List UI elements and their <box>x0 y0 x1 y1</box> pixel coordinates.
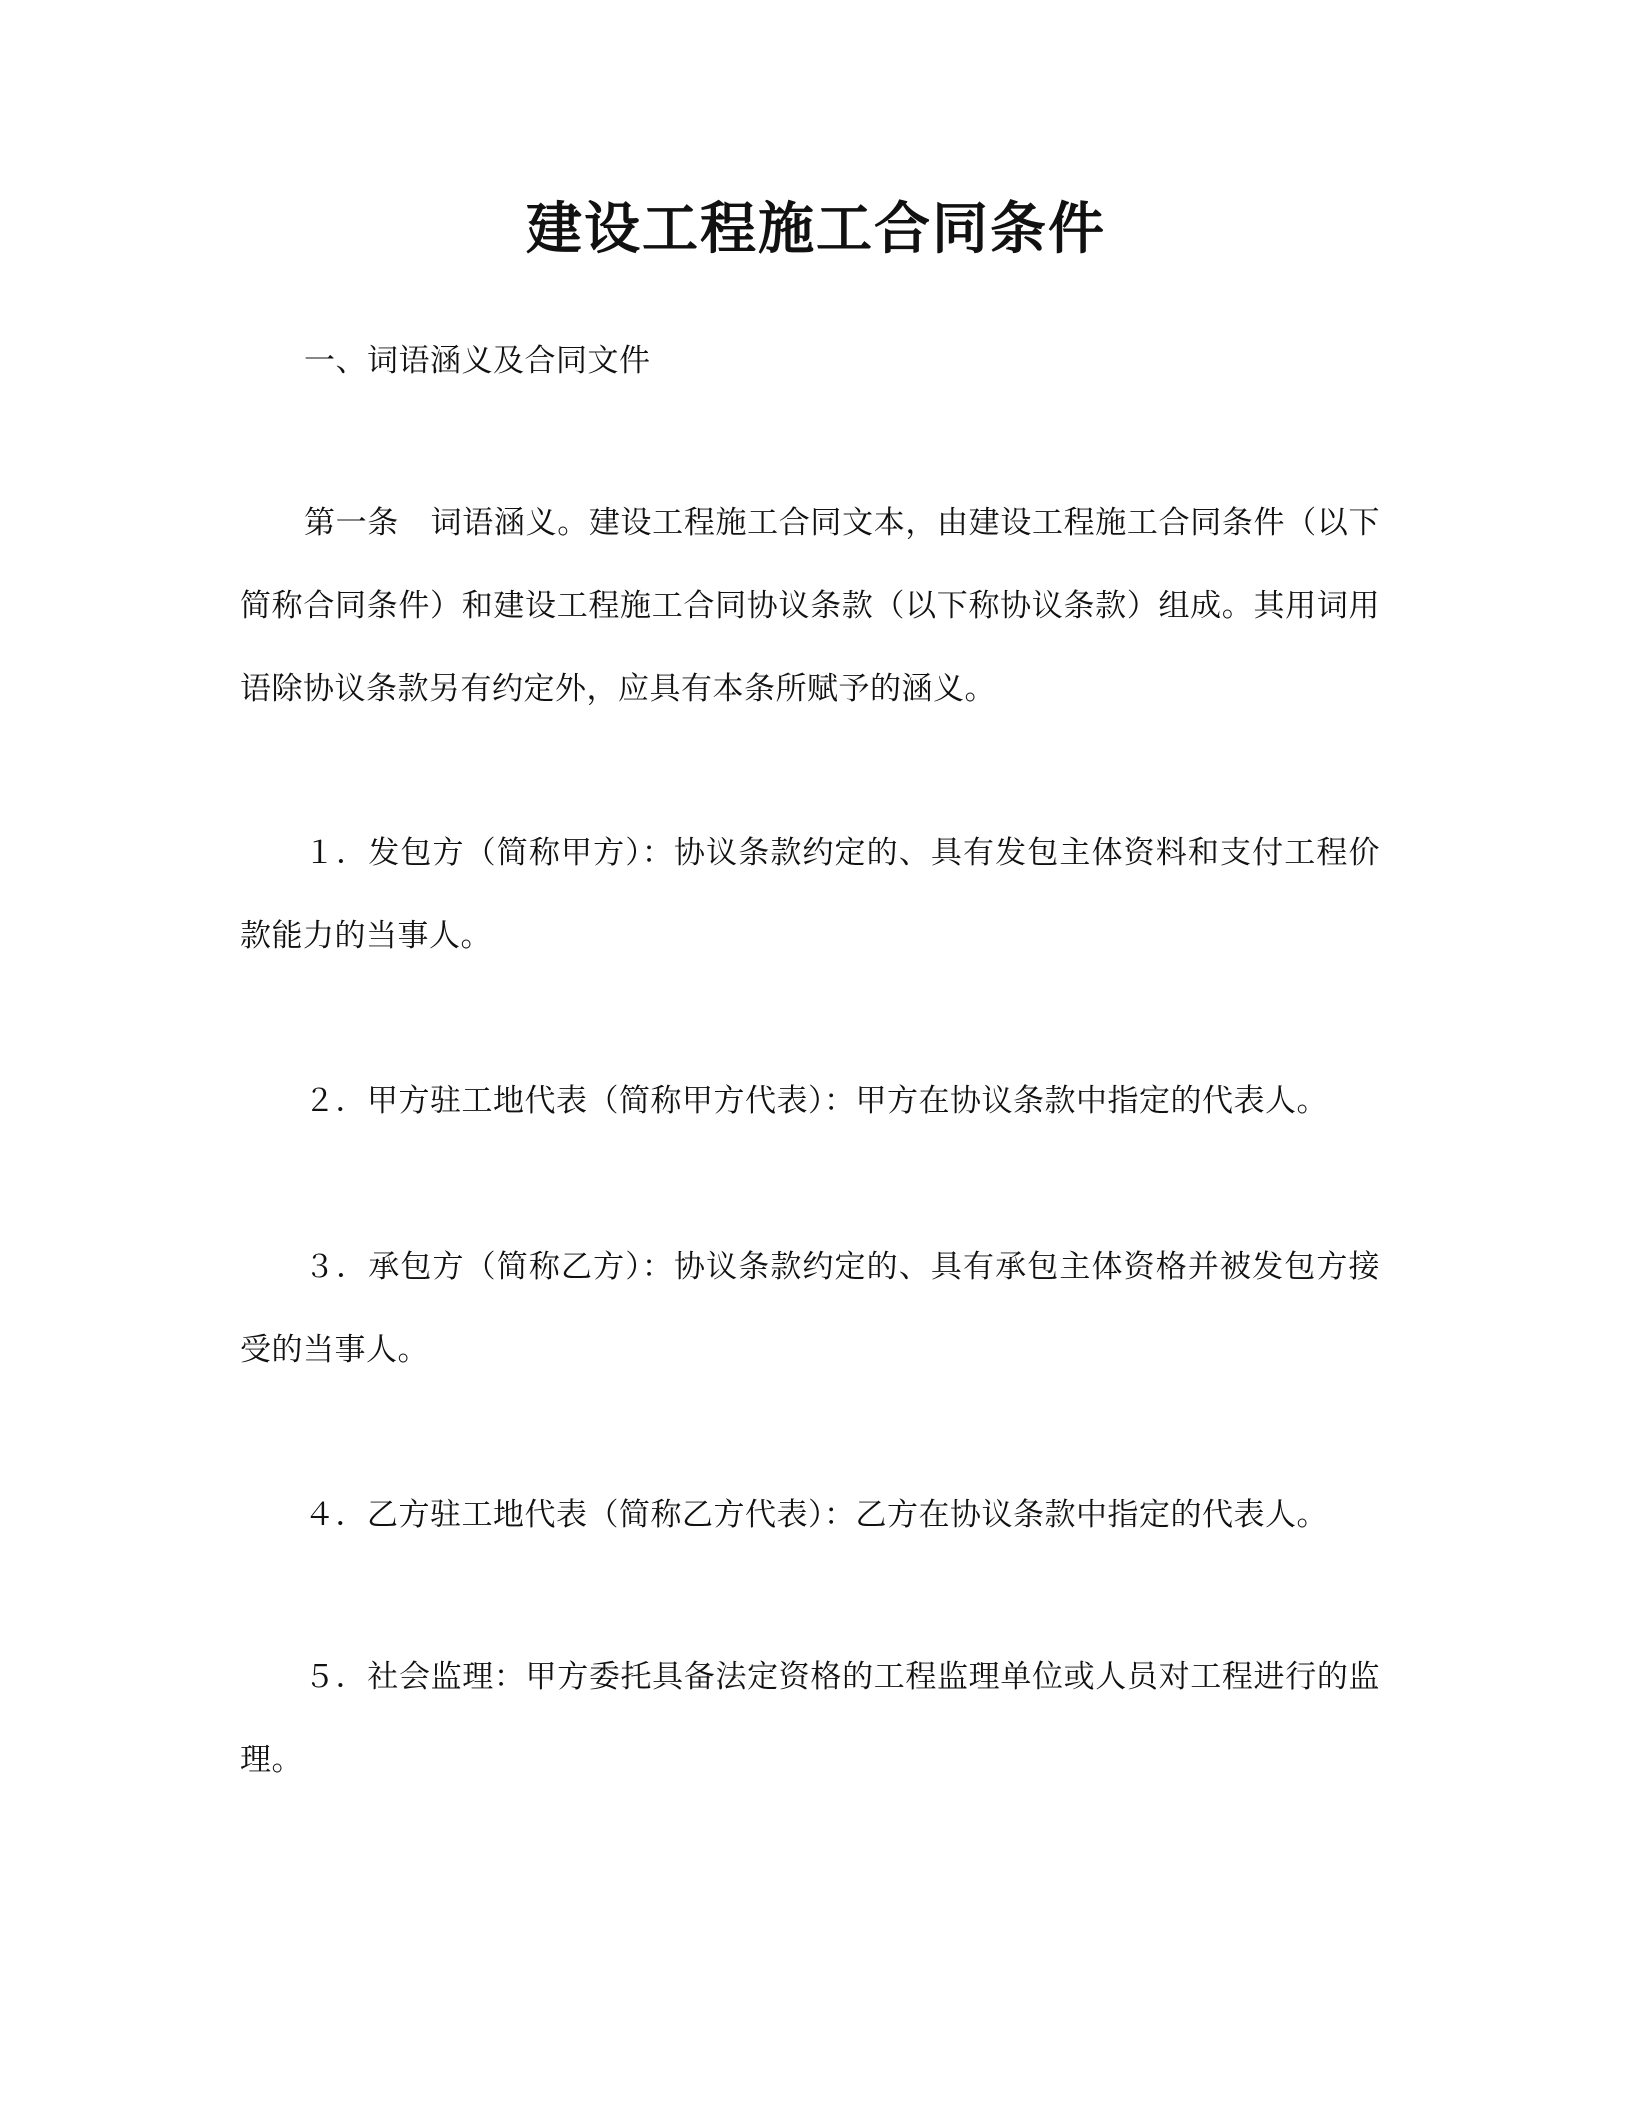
article-1-paragraph: 第一条 词语涵义。建设工程施工合同文本，由建设工程施工合同条件（以下简称合同条件）和建设工程施工合同协议条款（以下称协议条款）组成。其用词用语除协议条款另有约定外，应具有本条所赋予的涵义。 <box>240 505 1380 707</box>
definition-item-1: １．发包方（简称甲方）：协议条款约定的、具有发包主体资料和支付工程价款能力的当事人。 <box>240 835 1380 954</box>
definition-item-4: ４．乙方驻工地代表（简称乙方代表）：乙方在协议条款中指定的代表人。 <box>304 1497 1328 1533</box>
section-heading: 一、词语涵义及合同文件 <box>304 343 651 379</box>
definition-item-2: ２．甲方驻工地代表（简称甲方代表）：甲方在协议条款中指定的代表人。 <box>304 1083 1328 1119</box>
document-title: 建设工程施工合同条件 <box>526 197 1106 262</box>
definition-item-3: ３．承包方（简称乙方）：协议条款约定的、具有承包主体资格并被发包方接受的当事人。 <box>240 1249 1380 1368</box>
definition-item-5: ５．社会监理：甲方委托具备法定资格的工程监理单位或人员对工程进行的监理。 <box>240 1659 1380 1778</box>
